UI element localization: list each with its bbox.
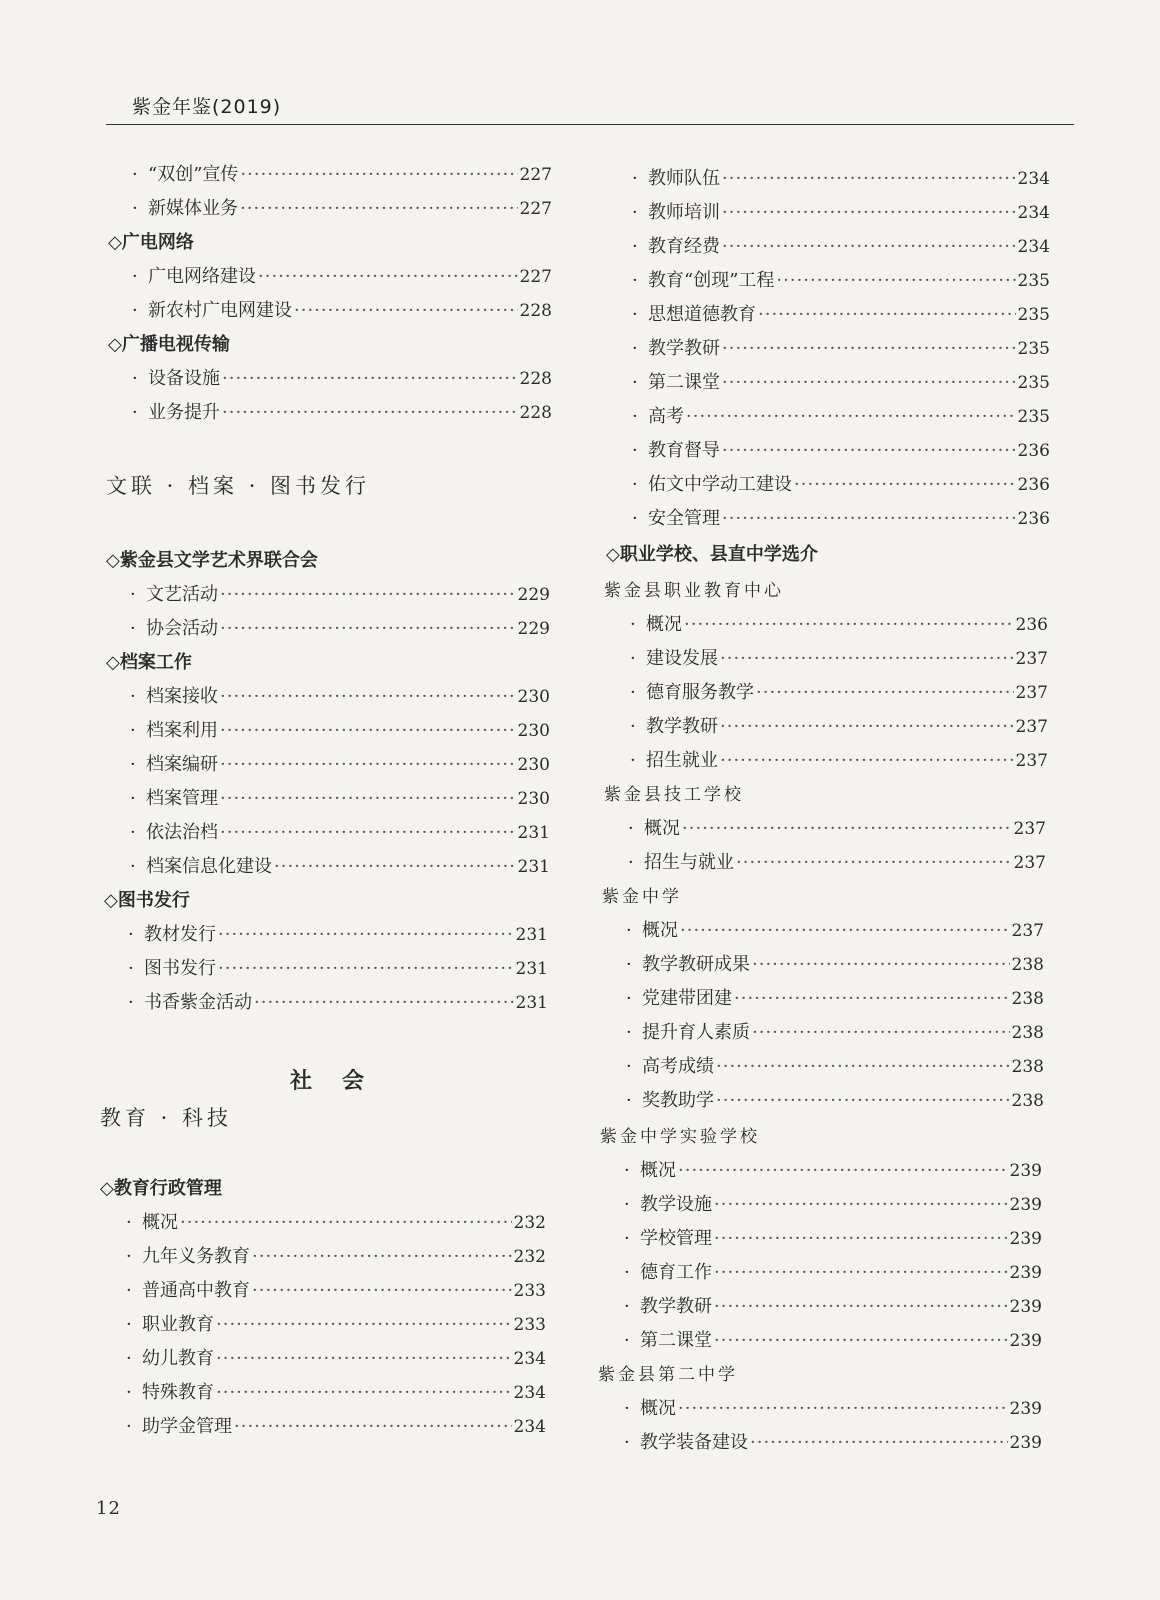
bullet-icon: ·: [132, 368, 138, 389]
toc-page-number: 234: [513, 1417, 546, 1437]
bullet-icon: ·: [128, 992, 134, 1013]
toc-page-number: 235: [1017, 407, 1050, 427]
toc-entry: [624, 1326, 1042, 1352]
toc-entry-title: 奖教助学: [642, 1090, 714, 1111]
bullet-icon: ·: [126, 1246, 132, 1267]
bullet-icon: ·: [128, 958, 134, 979]
toc-entry-title: 教育经费: [648, 236, 720, 257]
toc-entry: [624, 1428, 1042, 1454]
toc-page-number: 235: [1017, 271, 1050, 291]
bullet-icon: ·: [632, 168, 638, 189]
bullet-icon: ·: [130, 686, 136, 707]
bullet-icon: ·: [126, 1416, 132, 1437]
dot-leader: [734, 988, 1010, 1009]
toc-page-number: 237: [1015, 717, 1048, 737]
toc-page-number: 236: [1015, 615, 1048, 635]
toc-page-number: 234: [1017, 169, 1050, 189]
bullet-icon: ·: [632, 202, 638, 223]
toc-entry: [630, 678, 1048, 704]
toc-page-number: 238: [1011, 1023, 1044, 1043]
bullet-icon: ·: [628, 852, 634, 873]
toc-entry-title: 协会活动: [146, 618, 218, 639]
toc-subheading: 紫金县技工学校: [604, 785, 744, 805]
bullet-icon: ·: [130, 788, 136, 809]
toc-page-number: 228: [519, 301, 552, 321]
dot-leader: [720, 750, 1014, 771]
toc-page-number: 239: [1009, 1195, 1042, 1215]
toc-entry-title: 德育服务教学: [646, 682, 754, 703]
toc-page-number: 234: [1017, 203, 1050, 223]
toc-entry: [626, 1086, 1044, 1112]
toc-entry-title: 职业教育: [142, 1314, 214, 1335]
bullet-icon: ·: [626, 920, 632, 941]
toc-entry-title: 教学教研: [648, 338, 720, 359]
bullet-icon: ·: [624, 1432, 630, 1453]
dot-leader: [714, 1228, 1008, 1249]
toc-entry-title: 广电网络建设: [148, 266, 256, 287]
toc-entry: [630, 610, 1048, 636]
dot-leader: [714, 1262, 1008, 1283]
bullet-icon: ·: [130, 584, 136, 605]
toc-entry-title: 新媒体业务: [148, 198, 238, 219]
bullet-icon: ·: [132, 164, 138, 185]
toc-page-number: 238: [1011, 1091, 1044, 1111]
toc-page-number: 236: [1017, 441, 1050, 461]
toc-entry: [630, 644, 1048, 670]
toc-entry-title: 概况: [640, 1398, 676, 1419]
toc-page-number: 228: [519, 369, 552, 389]
toc-entry-title: 学校管理: [640, 1228, 712, 1249]
toc-page-number: 235: [1017, 339, 1050, 359]
toc-section-heading: ◇紫金县文学艺术界联合会: [106, 550, 318, 571]
dot-leader: [720, 648, 1014, 669]
dot-leader: [750, 1432, 1008, 1453]
toc-page-number: 239: [1009, 1433, 1042, 1453]
toc-entry: [632, 300, 1050, 326]
toc-entry: [626, 916, 1044, 942]
toc-page-number: 229: [517, 585, 550, 605]
toc-entry: [632, 402, 1050, 428]
toc-entry-title: 党建带团建: [642, 988, 732, 1009]
dot-leader: [714, 1330, 1008, 1351]
toc-entry-title: 教育“创现”工程: [648, 270, 775, 291]
toc-entry: [632, 232, 1050, 258]
toc-entry-title: 第二课堂: [648, 372, 720, 393]
toc-page-number: 227: [519, 165, 552, 185]
toc-entry-title: “双创”宣传: [148, 164, 239, 185]
toc-page-number: 236: [1017, 475, 1050, 495]
dot-leader: [714, 1194, 1008, 1215]
bullet-icon: ·: [632, 508, 638, 529]
bullet-icon: ·: [624, 1398, 630, 1419]
toc-entry-title: 概况: [646, 614, 682, 635]
toc-entry: [624, 1394, 1042, 1420]
toc-entry-title: 档案利用: [146, 720, 218, 741]
toc-page-number: 231: [517, 823, 550, 843]
toc-page-number: 232: [513, 1247, 546, 1267]
toc-entry-title: 概况: [644, 818, 680, 839]
bullet-icon: ·: [626, 1056, 632, 1077]
bullet-icon: ·: [130, 754, 136, 775]
dot-leader: [794, 474, 1016, 495]
toc-entry: [624, 1292, 1042, 1318]
toc-category-heading: 文联 · 档案 · 图书发行: [106, 474, 371, 498]
toc-entry: [632, 266, 1050, 292]
bullet-icon: ·: [624, 1194, 630, 1215]
toc-page-number: 238: [1011, 955, 1044, 975]
toc-page-number: 237: [1013, 819, 1046, 839]
dot-leader: [758, 304, 1016, 325]
toc-entry-title: 教学教研成果: [642, 954, 750, 975]
dot-leader: [716, 1056, 1010, 1077]
dot-leader: [756, 682, 1014, 703]
toc-entry-title: 档案编研: [146, 754, 218, 775]
bullet-icon: ·: [630, 682, 636, 703]
toc-entry-title: 新农村广电网建设: [148, 300, 292, 321]
dot-leader: [752, 954, 1010, 975]
toc-page-number: 231: [515, 925, 548, 945]
bullet-icon: ·: [132, 198, 138, 219]
toc-entry: [626, 1018, 1044, 1044]
toc-page-number: 231: [515, 959, 548, 979]
toc-entry-title: 九年义务教育: [142, 1246, 250, 1267]
bullet-icon: ·: [126, 1348, 132, 1369]
toc-entry-title: 思想道德教育: [648, 304, 756, 325]
dot-leader: [678, 1160, 1008, 1181]
toc-entry-title: 幼儿教育: [142, 1348, 214, 1369]
bullet-icon: ·: [130, 720, 136, 741]
toc-entry-title: 德育工作: [640, 1262, 712, 1283]
toc-page-number: 239: [1009, 1297, 1042, 1317]
toc-entry: [624, 1156, 1042, 1182]
toc-entry-title: 书香紫金活动: [144, 992, 252, 1013]
toc-page-number: 230: [517, 687, 550, 707]
dot-leader: [682, 818, 1012, 839]
toc-page-number: 234: [1017, 237, 1050, 257]
toc-subheading: 紫金中学: [602, 887, 682, 907]
toc-page-number: 234: [513, 1383, 546, 1403]
toc-entry-title: 教师队伍: [648, 168, 720, 189]
dot-leader: [720, 716, 1014, 737]
toc-entry-title: 图书发行: [144, 958, 216, 979]
bullet-icon: ·: [132, 300, 138, 321]
toc-page-number: 239: [1009, 1399, 1042, 1419]
dot-leader: [722, 202, 1016, 223]
toc-entry: [624, 1190, 1042, 1216]
toc-page-number: 230: [517, 721, 550, 741]
dot-leader: [722, 372, 1016, 393]
bullet-icon: ·: [626, 1090, 632, 1111]
bullet-icon: ·: [126, 1314, 132, 1335]
toc-page-number: 231: [517, 857, 550, 877]
toc-page-number: 239: [1009, 1331, 1042, 1351]
toc-entry-title: 教学教研: [646, 716, 718, 737]
toc-page-number: 230: [517, 789, 550, 809]
toc-page-number: 239: [1009, 1161, 1042, 1181]
toc-page-number: 235: [1017, 305, 1050, 325]
dot-leader: [714, 1296, 1008, 1317]
dot-leader: [776, 270, 1015, 291]
toc-section-heading: ◇职业学校、县直中学选介: [606, 544, 818, 565]
toc-entry-title: 特殊教育: [142, 1382, 214, 1403]
toc-entry: [632, 164, 1050, 190]
toc-entry-title: 建设发展: [646, 648, 718, 669]
bullet-icon: ·: [630, 716, 636, 737]
header-title: 紫金年鉴(2019): [132, 96, 282, 118]
bullet-icon: ·: [632, 304, 638, 325]
bullet-icon: ·: [630, 614, 636, 635]
toc-entry-title: 提升育人素质: [642, 1022, 750, 1043]
toc-entry-title: 档案接收: [146, 686, 218, 707]
bullet-icon: ·: [126, 1280, 132, 1301]
toc-section-heading: ◇档案工作: [106, 652, 192, 673]
toc-entry-title: 教学设施: [640, 1194, 712, 1215]
toc-entry-title: 档案信息化建设: [146, 856, 272, 877]
bullet-icon: ·: [130, 856, 136, 877]
toc-page-number: 227: [519, 267, 552, 287]
bullet-icon: ·: [624, 1330, 630, 1351]
dot-leader: [752, 1022, 1010, 1043]
toc-subheading: 紫金中学实验学校: [600, 1127, 760, 1147]
toc-part-heading: 社会: [290, 1069, 395, 1094]
bullet-icon: ·: [632, 236, 638, 257]
toc-subheading: 紫金县职业教育中心: [604, 581, 784, 601]
bullet-icon: ·: [130, 618, 136, 639]
bullet-icon: ·: [126, 1212, 132, 1233]
dot-leader: [722, 338, 1016, 359]
dot-leader: [684, 614, 1014, 635]
bullet-icon: ·: [632, 338, 638, 359]
dot-leader: [736, 852, 1012, 873]
toc-page-number: 237: [1015, 683, 1048, 703]
toc-category-heading: 教育 · 科技: [100, 1106, 233, 1130]
toc-page-number: 235: [1017, 373, 1050, 393]
toc-page-number: 239: [1009, 1263, 1042, 1283]
bullet-icon: ·: [624, 1228, 630, 1249]
toc-page-number: 232: [513, 1213, 546, 1233]
bullet-icon: ·: [630, 648, 636, 669]
dot-leader: [722, 508, 1016, 529]
toc-section-heading: ◇广电网络: [108, 232, 194, 253]
dot-leader: [722, 168, 1016, 189]
toc-entry-title: 第二课堂: [640, 1330, 712, 1351]
bullet-icon: ·: [632, 372, 638, 393]
bullet-icon: ·: [624, 1262, 630, 1283]
bullet-icon: ·: [626, 954, 632, 975]
toc-section-heading: ◇广播电视传输: [108, 334, 230, 355]
toc-page-number: 227: [519, 199, 552, 219]
toc-entry-title: 教学装备建设: [640, 1432, 748, 1453]
toc-entry-title: 教材发行: [144, 924, 216, 945]
toc-page-number: 238: [1011, 1057, 1044, 1077]
toc-page-number: 230: [517, 755, 550, 775]
toc-entry-title: 普通高中教育: [142, 1280, 250, 1301]
bullet-icon: ·: [632, 406, 638, 427]
bullet-icon: ·: [632, 474, 638, 495]
toc-page-number: 237: [1015, 649, 1048, 669]
toc-entry-title: 概况: [142, 1212, 178, 1233]
toc-section-heading: ◇图书发行: [104, 890, 190, 911]
toc-entry: [628, 848, 1046, 874]
toc-page-number: 233: [513, 1281, 546, 1301]
toc-entry: [632, 504, 1050, 530]
toc-page-number: 231: [515, 993, 548, 1013]
bullet-icon: ·: [132, 266, 138, 287]
toc-entry-title: 招生就业: [646, 750, 718, 771]
dot-leader: [678, 1398, 1008, 1419]
toc-entry-title: 助学金管理: [142, 1416, 232, 1437]
toc-page-number: 237: [1015, 751, 1048, 771]
dot-leader: [716, 1090, 1010, 1111]
dot-leader: [680, 920, 1010, 941]
bullet-icon: ·: [626, 1022, 632, 1043]
toc-page-number: 237: [1011, 921, 1044, 941]
toc-entry-title: 教学教研: [640, 1296, 712, 1317]
bullet-icon: ·: [626, 988, 632, 1009]
toc-entry-title: 安全管理: [648, 508, 720, 529]
dot-leader: [686, 406, 1016, 427]
bullet-icon: ·: [632, 440, 638, 461]
toc-page-number: 233: [513, 1315, 546, 1335]
toc-entry: [632, 334, 1050, 360]
bullet-icon: ·: [130, 822, 136, 843]
dot-leader: [722, 440, 1016, 461]
bullet-icon: ·: [126, 1382, 132, 1403]
bullet-icon: ·: [632, 270, 638, 291]
toc-entry: [632, 198, 1050, 224]
bullet-icon: ·: [624, 1160, 630, 1181]
toc-entry: [632, 368, 1050, 394]
toc-page-number: 239: [1009, 1229, 1042, 1249]
toc-entry-title: 教师培训: [648, 202, 720, 223]
toc-subheading: 紫金县第二中学: [598, 1365, 738, 1385]
toc-page-number: 229: [517, 619, 550, 639]
bullet-icon: ·: [628, 818, 634, 839]
toc-page-number: 228: [519, 403, 552, 423]
toc-entry-title: 设备设施: [148, 368, 220, 389]
toc-entry-title: 高考成绩: [642, 1056, 714, 1077]
toc-entry: [628, 814, 1046, 840]
dot-leader: [722, 236, 1016, 257]
toc-section-heading: ◇教育行政管理: [100, 1178, 222, 1199]
bullet-icon: ·: [624, 1296, 630, 1317]
toc-page-number: 234: [513, 1349, 546, 1369]
toc-entry-title: 业务提升: [148, 402, 220, 423]
toc-entry: [632, 436, 1050, 462]
toc-entry: [632, 470, 1050, 496]
toc-page-number: 236: [1017, 509, 1050, 529]
toc-entry-title: 高考: [648, 406, 684, 427]
toc-entry: [626, 984, 1044, 1010]
toc-entry-title: 依法治档: [146, 822, 218, 843]
toc-entry: [626, 950, 1044, 976]
toc-entry-title: 佑文中学动工建设: [648, 474, 792, 495]
toc-entry-title: 概况: [642, 920, 678, 941]
toc-entry-title: 档案管理: [146, 788, 218, 809]
page-number: 12: [96, 1498, 121, 1519]
bullet-icon: ·: [128, 924, 134, 945]
toc-entry: [630, 712, 1048, 738]
toc-entry-title: 教育督导: [648, 440, 720, 461]
toc-entry: [624, 1258, 1042, 1284]
toc-page-number: 238: [1011, 989, 1044, 1009]
toc-entry-title: 概况: [640, 1160, 676, 1181]
toc-entry: [624, 1224, 1042, 1250]
bullet-icon: ·: [132, 402, 138, 423]
toc-entry-title: 文艺活动: [146, 584, 218, 605]
toc-entry: [630, 746, 1048, 772]
toc-entry-title: 招生与就业: [644, 852, 734, 873]
bullet-icon: ·: [630, 750, 636, 771]
toc-entry: [626, 1052, 1044, 1078]
toc-page-number: 237: [1013, 853, 1046, 873]
